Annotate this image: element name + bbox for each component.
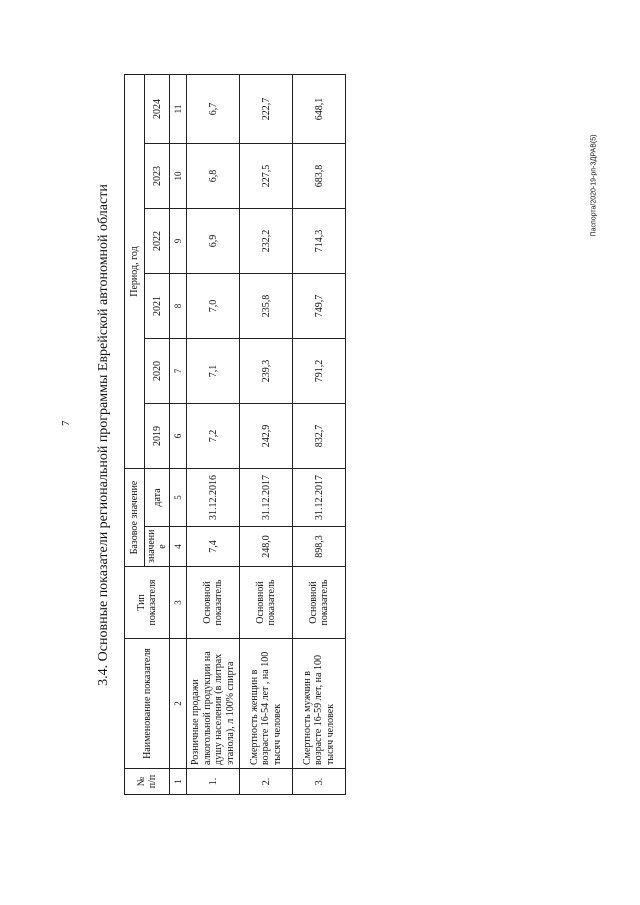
column-index: 2 [170, 639, 187, 769]
column-index: 3 [170, 567, 187, 639]
column-index-row [170, 75, 187, 795]
indicator-type: Основной показатель [240, 567, 293, 639]
header-year: 2023 [145, 144, 170, 209]
indicators-table [124, 74, 346, 795]
indicator-type: Основной показатель [293, 567, 346, 639]
column-index: 8 [170, 274, 187, 339]
header-base: Базовое значение [125, 469, 145, 567]
indicator-name: Розничные продажи алкогольной продукции на душу населения (в литрах этанола), л 100% спирта [187, 639, 240, 769]
column-index: 6 [170, 404, 187, 469]
column-index: 7 [170, 339, 187, 404]
year-value: 714,3 [293, 209, 346, 274]
column-index: 1 [170, 769, 187, 795]
header-year: 2020 [145, 339, 170, 404]
year-value: 232,2 [240, 209, 293, 274]
section-title: 3.4. Основные показатели региональной программы Еврейской автономной области [96, 184, 111, 686]
header-year: 2021 [145, 274, 170, 339]
indicator-name: Смертность женщин в возрасте 16-54 лет , на 100 тысяч человек [240, 639, 293, 769]
header-base-value: значени е [145, 527, 170, 567]
base-date: 31.12.2017 [240, 469, 293, 527]
base-value: 248,0 [240, 527, 293, 567]
year-value: 6,8 [187, 144, 240, 209]
indicator-type: Основной показатель [187, 567, 240, 639]
year-value: 222,7 [240, 75, 293, 144]
year-value: 7,2 [187, 404, 240, 469]
header-num: № п/п [125, 769, 170, 795]
year-value: 749,7 [293, 274, 346, 339]
header-name: Наименование показателя [125, 639, 170, 769]
year-value: 239,3 [240, 339, 293, 404]
year-value: 242,9 [240, 404, 293, 469]
indicator-name: Смертность мужчин в возрасте 16-59 лет, на 100 тысяч человек [293, 639, 346, 769]
page-number: 7 [60, 420, 72, 426]
year-value: 7,0 [187, 274, 240, 339]
row-num: 2. [240, 769, 293, 795]
year-value: 648,1 [293, 75, 346, 144]
base-value: 7,4 [187, 527, 240, 567]
year-value: 6,9 [187, 209, 240, 274]
table-row [293, 75, 346, 795]
base-date: 31.12.2016 [187, 469, 240, 527]
header-year: 2019 [145, 404, 170, 469]
column-index: 9 [170, 209, 187, 274]
year-value: 7,1 [187, 339, 240, 404]
year-value: 791,2 [293, 339, 346, 404]
year-value: 683,8 [293, 144, 346, 209]
header-type: Тип показателя [125, 567, 170, 639]
table-row [240, 75, 293, 795]
row-num: 3. [293, 769, 346, 795]
column-index: 10 [170, 144, 187, 209]
rotated-content [90, 75, 336, 795]
year-value: 832,7 [293, 404, 346, 469]
header-year: 2024 [145, 75, 170, 144]
column-index: 11 [170, 75, 187, 144]
header-base-date: дата [145, 469, 170, 527]
year-value: 6,7 [187, 75, 240, 144]
base-date: 31.12.2017 [293, 469, 346, 527]
row-num: 1. [187, 769, 240, 795]
year-value: 227,5 [240, 144, 293, 209]
document-code: Паспорта/2020-19-рп-ЗДРАВ(5) [590, 134, 598, 237]
header-period: Период, год [125, 75, 145, 469]
table-row [187, 75, 240, 795]
column-index: 5 [170, 469, 187, 527]
column-index: 4 [170, 527, 187, 567]
header-year: 2022 [145, 209, 170, 274]
year-value: 235,8 [240, 274, 293, 339]
base-value: 898,3 [293, 527, 346, 567]
